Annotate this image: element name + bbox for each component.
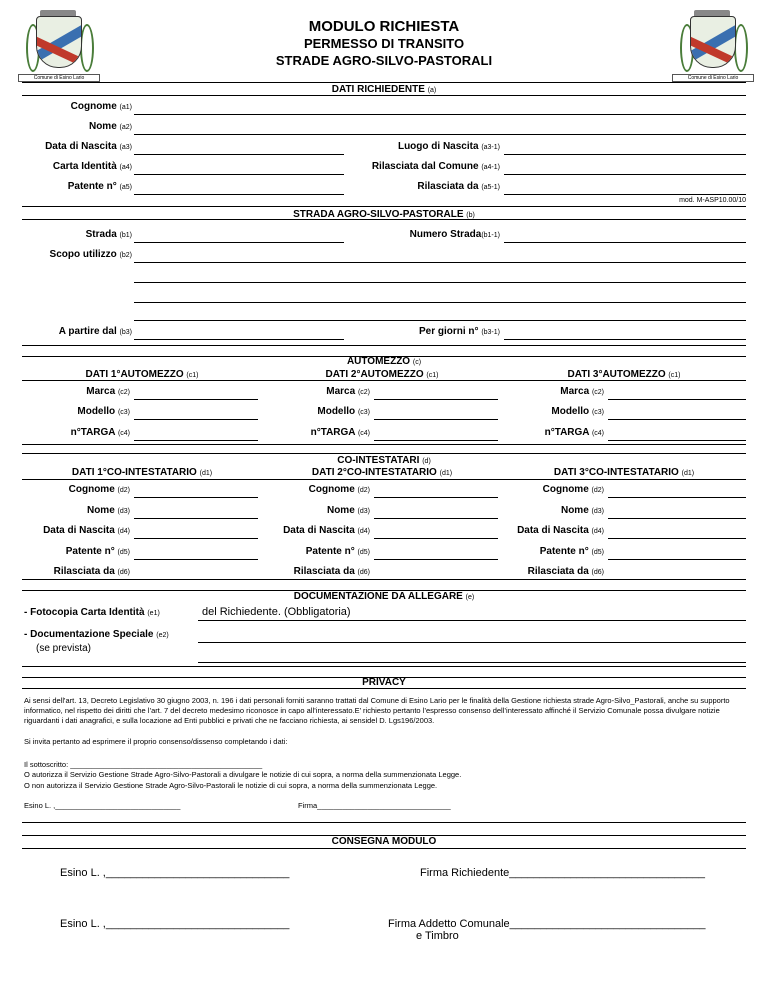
field-coi-nome-3[interactable] [608, 518, 746, 519]
label-marca: Marca (c2) [86, 386, 130, 397]
field-strada[interactable] [134, 242, 344, 243]
field-partire[interactable] [134, 339, 344, 340]
section-strada-title: STRADA AGRO-SILVO-PASTORALE (b) [293, 209, 475, 220]
label-marca: Marca (c2) [560, 386, 604, 397]
field-coi-cognome-1[interactable] [134, 497, 258, 498]
row-divider [22, 688, 746, 689]
label-targa: n°TARGA (c4) [310, 427, 370, 438]
field-targa-1[interactable] [134, 440, 258, 441]
field-marca-2[interactable] [374, 399, 498, 400]
label-coi-data_nascita: Data di Nascita (d4) [43, 525, 130, 536]
label-scopo: Scopo utilizzo (b2) [49, 249, 132, 260]
field-coi-data_nascita-3[interactable] [608, 538, 746, 539]
label-coi-rilasciata: Rilasciata da (d6) [527, 566, 604, 577]
field-coi-patente-1[interactable] [134, 559, 258, 560]
label-coi-cognome: Cognome (d2) [542, 484, 604, 495]
label-coi-nome: Nome (d3) [86, 504, 130, 516]
privacy-sottoscritto[interactable]: Il sottoscritto: ______________________________________________ [24, 760, 263, 769]
form-title: MODULO RICHIESTA [308, 18, 460, 35]
label-fotocopia: - Fotocopia Carta Identità (e1) [24, 607, 160, 618]
field-speciale-2[interactable] [198, 662, 746, 663]
label-coi-nome: Nome (d3) [326, 504, 370, 516]
field-modello-3[interactable] [608, 419, 746, 420]
label-coi-data_nascita: Data di Nascita (d4) [283, 525, 370, 536]
field-data-nascita[interactable] [134, 154, 344, 155]
label-rilasciata-da: Rilasciata da (a5-1) [417, 181, 500, 192]
field-rilasciata-da[interactable] [504, 194, 746, 195]
field-coi-cognome-2[interactable] [374, 497, 498, 498]
field-scopo-line[interactable] [134, 262, 746, 263]
field-patente[interactable] [134, 194, 344, 195]
field-rilasciata-comune[interactable] [504, 174, 746, 175]
consegna-timbro: e Timbro [416, 930, 459, 942]
label-coi-patente: Patente n° (d5) [65, 545, 130, 557]
speciale-note: (se prevista) [36, 643, 92, 654]
field-marca-1[interactable] [134, 399, 258, 400]
field-scopo-line[interactable] [134, 320, 746, 321]
section-documentazione-title: DOCUMENTAZIONE DA ALLEGARE (e) [293, 591, 475, 602]
consegna-firma-addetto[interactable]: Firma Addetto Comunale________________________________ [388, 918, 706, 930]
section-consegna-title: CONSEGNA MODULO [331, 836, 437, 847]
label-modello: Modello (c3) [317, 406, 370, 417]
field-nome[interactable] [134, 134, 746, 135]
row-divider [22, 380, 746, 381]
label-coi-cognome: Cognome (d2) [308, 484, 370, 495]
label-targa: n°TARGA (c4) [544, 427, 604, 438]
municipality-crest-right [672, 10, 752, 88]
municipality-crest-left [18, 10, 98, 88]
label-coi-patente: Patente n° (d5) [539, 545, 604, 557]
section-cointestatari-title: CO-INTESTATARI (d) [337, 455, 431, 466]
field-coi-data_nascita-2[interactable] [374, 538, 498, 539]
label-modello: Modello (c3) [551, 406, 604, 417]
crest-label: Comune di Esino Lario [18, 74, 100, 82]
field-targa-2[interactable] [374, 440, 498, 441]
row-divider [22, 848, 746, 849]
row-divider [22, 479, 746, 480]
crest-label: Comune di Esino Lario [672, 74, 754, 82]
cointestatario-col-3: DATI 3°CO-INTESTATARIO (d1) [553, 467, 695, 478]
automezzo-col-3: DATI 3°AUTOMEZZO (c1) [567, 369, 681, 380]
field-numero-strada[interactable] [504, 242, 746, 243]
label-speciale: - Documentazione Speciale (e2) [24, 629, 169, 640]
field-speciale[interactable] [198, 642, 746, 643]
privacy-option-non-autorizza[interactable]: O non autorizza il Servizio Gestione Strade Agro-Silvo-Pastorali le notizie di cui sopra, a norma della summenzionata Legge. [24, 781, 438, 790]
label-patente: Patente n° (a5) [67, 181, 132, 192]
privacy-option-autorizza[interactable]: O autorizza il Servizio Gestione Strade Agro-Silvo-Pastorali a divulgare le notizie di cui sopra, a norma della summenzionata Legge. [24, 770, 462, 779]
field-cognome[interactable] [134, 114, 746, 115]
privacy-esino-date[interactable]: Esino L. ,______________________________ [24, 801, 181, 810]
consegna-esino-2[interactable]: Esino L. ,______________________________ [60, 918, 290, 930]
field-coi-patente-3[interactable] [608, 559, 746, 560]
field-coi-data_nascita-1[interactable] [134, 538, 258, 539]
field-coi-nome-1[interactable] [134, 518, 258, 519]
label-numero-strada: Numero Strada(b1-1) [409, 229, 500, 240]
fotocopia-note: del Richiedente. (Obbligatoria) [202, 606, 351, 618]
field-luogo-nascita[interactable] [504, 154, 746, 155]
label-carta-identita: Carta Identità (a4) [52, 161, 132, 172]
field-carta-identita[interactable] [134, 174, 344, 175]
field-coi-cognome-3[interactable] [608, 497, 746, 498]
automezzo-col-2: DATI 2°AUTOMEZZO (c1) [325, 369, 439, 380]
section-richiedente-title: DATI RICHIEDENTE (a) [331, 84, 437, 95]
label-marca: Marca (c2) [326, 386, 370, 397]
field-giorni[interactable] [504, 339, 746, 340]
module-code: mod. M-ASP10.00/10 [679, 197, 746, 204]
label-luogo-nascita: Luogo di Nascita (a3-1) [397, 141, 500, 152]
label-modello: Modello (c3) [77, 406, 130, 417]
privacy-text: Ai sensi dell'art. 13, Decreto Legislativo 30 giugno 2003, n. 196 i dati personali forniti saranno trattati dal Comune di Esino Lario per le finalità della Gestione richiesta strade Agro-Silvo_Pastorali, anche su supporto informatico, nel rispetto dei diritti che l’art. 7 del decreto medesimo riconosce in capo all’interessato.E’ richiesto pertanto l’espresso consenso dell’interessato affinché il Servizio Comunale possa divulgare notizie riguardanti i dati anagrafici, e sulla locazione ad Enti pubblici e privati che ne facciano richiesta, ai sensidel D. Lgs196/2003. [24, 696, 730, 725]
consegna-esino-1[interactable]: Esino L. ,______________________________ [60, 867, 290, 879]
label-strada: Strada (b1) [85, 229, 132, 240]
section-divider [22, 579, 746, 591]
label-targa: n°TARGA (c4) [70, 427, 130, 438]
label-data-nascita: Data di Nascita (a3) [45, 141, 132, 152]
form-subtitle-2: STRADE AGRO-SILVO-PASTORALI [275, 53, 493, 68]
label-rilasciata-comune: Rilasciata dal Comune (a4-1) [371, 161, 500, 172]
section-privacy-title: PRIVACY [362, 677, 406, 688]
field-modello-2[interactable] [374, 419, 498, 420]
privacy-firma[interactable]: Firma________________________________ [298, 801, 451, 810]
label-cognome: Cognome (a1) [70, 101, 132, 112]
field-marca-3[interactable] [608, 399, 746, 400]
section-divider [22, 822, 746, 836]
privacy-invite: Si invita pertanto ad esprimere il proprio consenso/dissenso completando i dati: [24, 737, 288, 746]
label-coi-patente: Patente n° (d5) [305, 545, 370, 557]
field-targa-3[interactable] [608, 440, 746, 441]
cointestatario-col-1: DATI 1°CO-INTESTATARIO (d1) [71, 467, 213, 478]
consegna-firma-richiedente[interactable]: Firma Richiedente________________________________ [420, 867, 706, 879]
field-coi-nome-2[interactable] [374, 518, 498, 519]
form-subtitle-1: PERMESSO DI TRANSITO [303, 36, 465, 51]
field-modello-1[interactable] [134, 419, 258, 420]
label-coi-rilasciata: Rilasciata da (d6) [53, 566, 130, 577]
field-fotocopia[interactable] [198, 620, 746, 621]
section-automezzo-title: AUTOMEZZO (c) [346, 356, 422, 367]
label-coi-nome: Nome (d3) [560, 504, 604, 516]
automezzo-col-1: DATI 1°AUTOMEZZO (c1) [85, 369, 199, 380]
label-nome: Nome (a2) [88, 121, 132, 132]
label-coi-data_nascita: Data di Nascita (d4) [517, 525, 604, 536]
label-coi-cognome: Cognome (d2) [68, 484, 130, 495]
label-partire: A partire dal (b3) [58, 326, 132, 337]
label-giorni: Per giorni n° (b3-1) [418, 326, 500, 337]
section-divider [22, 444, 746, 454]
field-coi-patente-2[interactable] [374, 559, 498, 560]
field-scopo-line[interactable] [134, 302, 746, 303]
cointestatario-col-2: DATI 2°CO-INTESTATARIO (d1) [311, 467, 453, 478]
field-scopo-line[interactable] [134, 282, 746, 283]
label-coi-rilasciata: Rilasciata da (d6) [293, 566, 370, 577]
